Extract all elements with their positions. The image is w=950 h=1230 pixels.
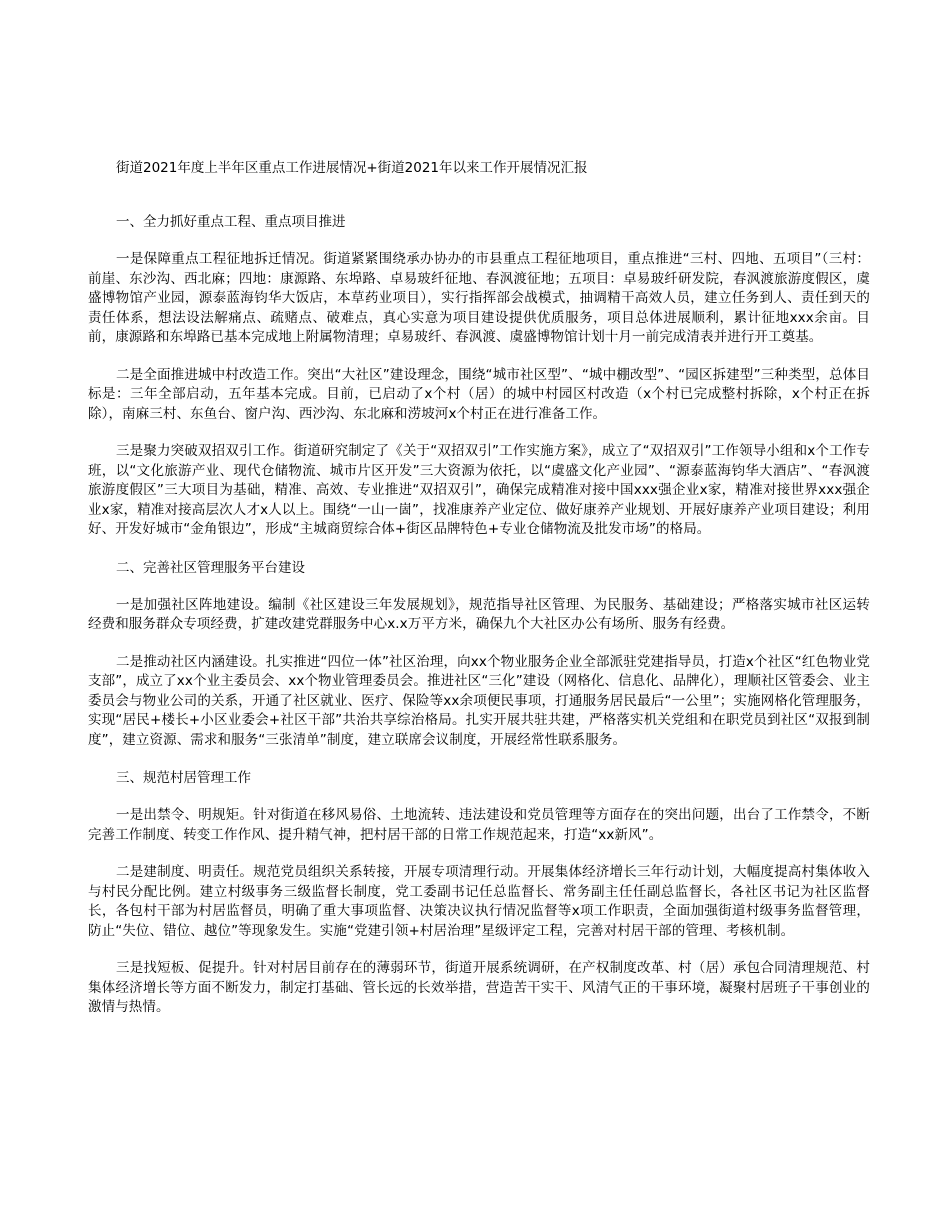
paragraph: 三是聚力突破双招双引工作。街道研究制定了《关于“双招双引”工作实施方案》，成立了“双招双引”工作领导小组和x个工作专班，以“文化旅游产业、现代仓储物流、城市片区开发”三大资源为依托，以“虞盛文化产业园”、“源泰蓝海钧华大酒店”、“春沨渡旅游度假区”三大项目为基础，精准、高效、专业推进“双招双引”，确保完成精准对接中国xxx强企业x家，精准对接世界xxx强企业x家，精准对接高层次人才x人以上。围绕“一山一崮”，找准康养产业定位、做好康养产业规划、开展好康养产业项目建设；利用好、开发好城市“金角银边”，形成“主城商贸综合体+街区品牌特色+专业仓储物流及批发市场”的格局。 (88, 443, 870, 537)
paragraph: 二是推动社区内涵建设。扎实推进“四位一体”社区治理，向xx个物业服务企业全部派驻党建指导员，打造x个社区“红色物业党支部”，成立了xx个业主委员会、xx个物业管理委员会。推进社区“三化”建设（网格化、信息化、品牌化），理顺社区管委会、业主委员会与物业公司的关系，开通了社区就业、医疗、保险等xx余项便民事项，打通服务居民最后“一公里”；实施网格化管理服务，实现“居民+楼长+小区业委会+社区干部”共治共享综治格局。扎实开展共驻共建，严格落实机关党组和在职党员到社区“双报到制度”，建立资源、需求和服务“三张清单”制度，建立联席会议制度，开展经常性联系服务。 (88, 653, 870, 748)
paragraph: 三是找短板、促提升。针对村居目前存在的薄弱环节，街道开展系统调研，在产权制度改革、村（居）承包合同清理规范、村集体经济增长等方面不断发力，制定打基础、管长远的长效举措，营造苦干实干、风清气正的干事环境，凝聚村居班子干事创业的激情与热情。 (88, 960, 870, 1015)
document-page (88, 158, 870, 1036)
paragraph: 一是保障重点工程征地拆迁情况。街道紧紧围绕承办协办的市县重点工程征地项目，重点推进“三村、四地、五项目”（三村：前崖、东沙沟、西北麻；四地：康源路、东埠路、卓易玻纤征地、春沨渡征地；五项目：卓易玻纤研发院，春沨渡旅游度假区，虞盛博物馆产业园，源泰蓝海钧华大饭店，本草药业项目），实行指挥部会战模式，抽调精干高效人员，建立任务到人、责任到天的责任体系，想法设法解痛点、疏赌点、破难点，真心实意为项目建设提供优质服务，项目总体进展顺利，累计征地xxx余亩。目前，康源路和东埠路已基本完成地上附属物清理；卓易玻纤、春沨渡、虞盛博物馆计划十月一前完成清表并进行开工奠基。 (88, 251, 870, 345)
paragraph: 一是出禁令、明规矩。针对街道在移风易俗、土地流转、违法建设和党员管理等方面存在的突出问题，出台了工作禁令，不断完善工作制度、转变工作作风、提升精气神，把村居干部的日常工作规范起来，打造“xx新风”。 (88, 807, 870, 843)
section-heading: 三、规范村居管理工作 (116, 770, 251, 786)
section-heading: 一、全力抓好重点工程、重点项目推进 (116, 214, 346, 230)
section-heading: 二、完善社区管理服务平台建设 (116, 559, 305, 576)
paragraph: 一是加强社区阵地建设。编制《社区建设三年发展规划》，规范指导社区管理、为民服务、基础建设；严格落实城市社区运转经费和服务群众专项经费，扩建改建党群服务中心x.x万平方米，确保九个大社区办公有场所、服务有经费。 (88, 596, 870, 632)
section-village-management (88, 768, 870, 1018)
paragraph: 二是全面推进城中村改造工作。突出“大社区”建设理念，围绕“城市社区型”、“城中棚改型”、“园区拆建型”三种类型，总体目标是：三年全部启动，五年基本完成。目前，已启动了x个村（居）的城中村园区村改造（x个村已完成整村拆除，x个村正在拆除），南麻三村、东鱼台、窗户沟、西沙沟、东北麻和涝坡河x个村正在进行准备工作。 (88, 366, 870, 422)
section-key-projects (88, 212, 870, 540)
document-title: 街道2021年度上半年区重点工作进展情况+街道2021年以来工作开展情况汇报 (116, 160, 588, 176)
paragraph: 二是建制度、明责任。规范党员组织关系转接，开展专项清理行动。开展集体经济增长三年行动计划，大幅度提高村集体收入与村民分配比例。建立村级事务三级监督长制度，党工委副书记任总监督长、常务副主任任副总监督长，各社区书记为社区监督长，各包村干部为村居监督员，明确了重大事项监督、决策决议执行情况监督等x项工作职责，全面加强街道村级事务监督管理，防止“失位、错位、越位”等现象发生。实施“党建引领+村居治理”星级评定工程，完善对村居干部的管理、考核机制。 (88, 864, 870, 939)
section-community-platform (88, 558, 870, 751)
